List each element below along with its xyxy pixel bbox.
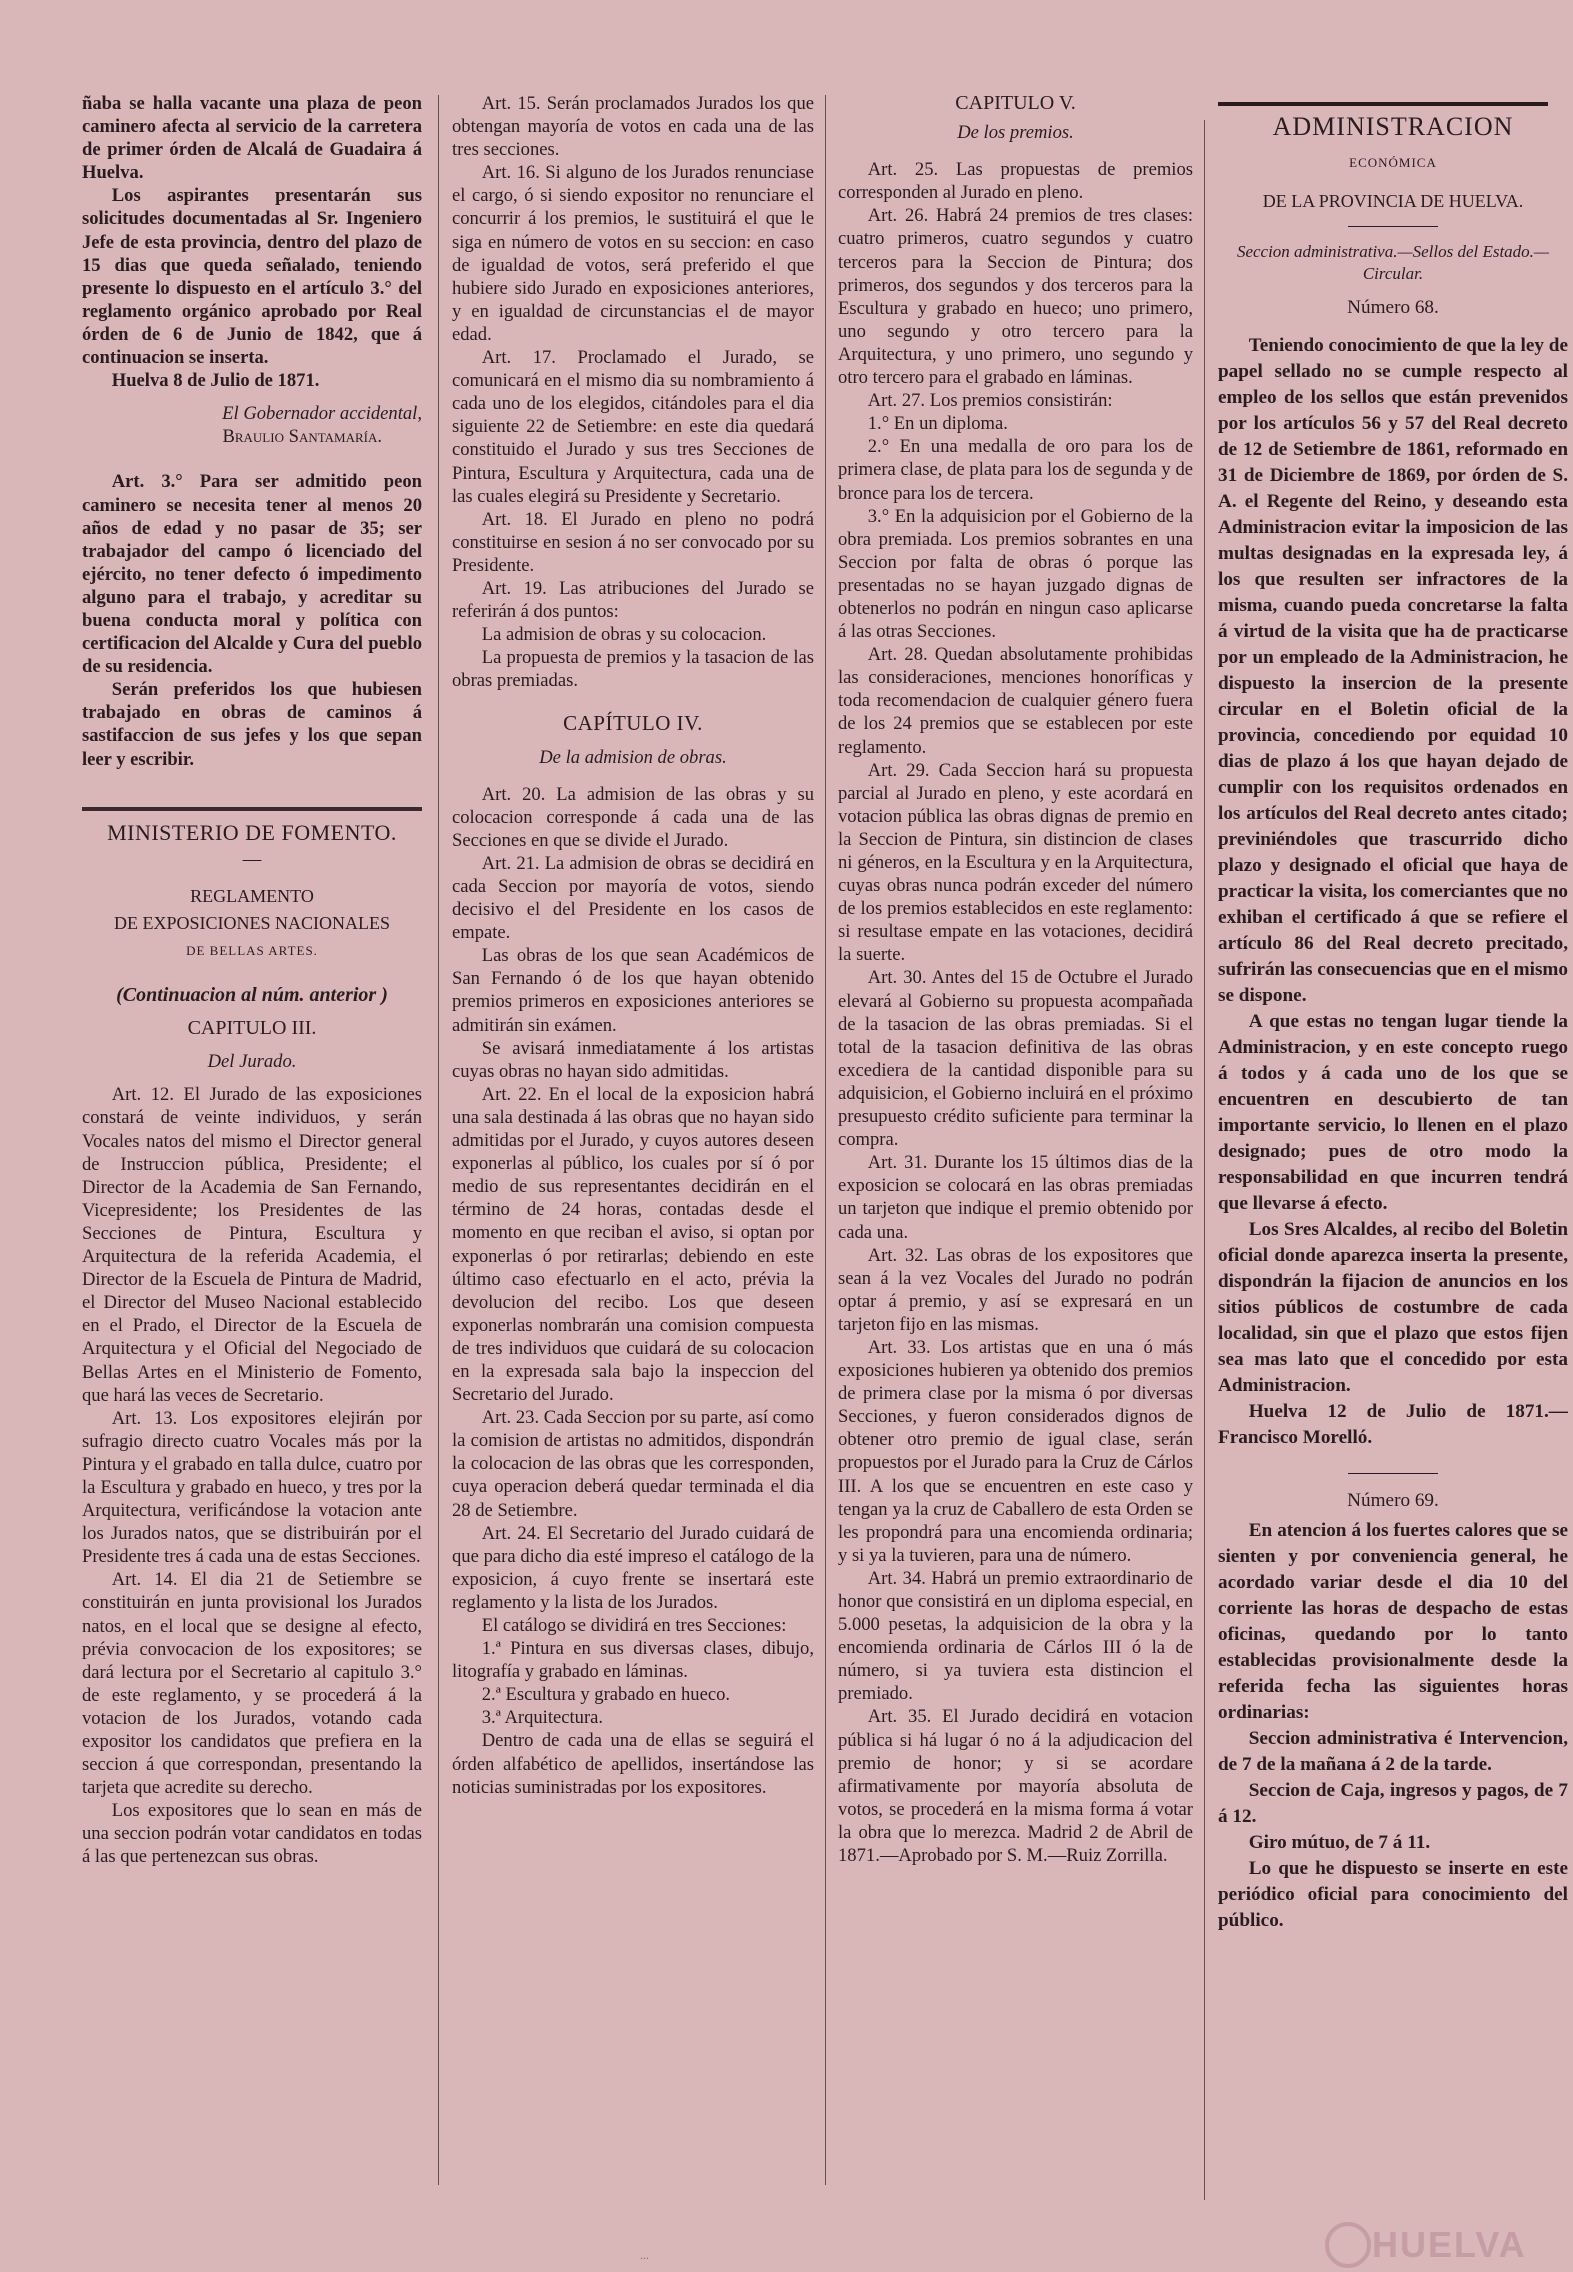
reglamento-heading: REGLAMENTO	[190, 885, 314, 906]
chapter-subtitle: Del Jurado.	[207, 1051, 297, 1073]
article: Art. 14. El dia 21 de Setiembre se constituirán en junta provisional los Jurados natos, en el local que se designe al efecto, prévia convocacion de los expositores; se dará lectura por el Secretario al capitulo 3.° de este reglamento, y se procederá á la votacion de los Jurados, votando cada expositor los candidatos que prefiera en la seccion á que correspondan, presentando la tarjeta que acredite su derecho.	[82, 1569, 422, 1799]
article: Art. 18. El Jurado en pleno no podrá constituirse en sesion á no ser convocado por su Presidente.	[452, 508, 814, 576]
article: Art. 32. Las obras de los expositores que sean á la vez Vocales del Jurado no podrán optar á premio, y así se expresará en un tarjeton fijo en las mismas.	[838, 1244, 1193, 1335]
section-subtitle: Seccion administrativa.—Sellos del Estado.—Circular.	[1236, 242, 1550, 283]
number-heading: Número 69.	[1347, 1490, 1439, 1511]
article: Art. 23. Cada Seccion por su parte, así como la comision de artistas no admitidos, dispondrán la colocacion de las obras que les corresponden, cuya operacion deberá quedar terminada el dia 28 de Setiembre.	[452, 1407, 814, 1521]
article: Art. 35. El Jurado decidirá en votacion pública si há lugar ó no á la adjudicacion del premio de honor; y si se acordare afirmativamente por mayoría absoluta de votos, se procederá en la misma forma á votar la obra que lo merezca. Madrid 2 de Abril de 1871.—Aprobado por S. M.—Ruiz Zorrilla.	[838, 1706, 1193, 1867]
column-4	[1218, 92, 1568, 1934]
article: Art. 28. Quedan absolutamente prohibidas las consideraciones, menciones honoríficas y toda recomendacion de cualquier género fuera de los 24 premios que se establecen por este reglamento.	[838, 644, 1193, 758]
article: Art. 13. Los expositores elejirán por sufragio directo cuatro Vocales más por la Pintura y el grabado en talla dulce, cuatro por la Escultura y grabado en hueco, y tres por la Arquitectura, verificándose la votacion ante los Jurados natos, que se distribuirán por el Presidente tres á cada una de estas Secciones.	[82, 1407, 422, 1568]
paragraph: ñaba se halla vacante una plaza de peon caminero afecta al servicio de la carretera de primer órden de Alcalá de Guadaira á Huelva.	[82, 93, 422, 184]
article: Art. 22. En el local de la exposicion habrá una sala destinada á las obras que no hayan sido admitidas por el Jurado, y cuyos autores deseen exponerlas al público, los cuales por sí ó por medio de sus representantes decidirán en el término de 24 horas, contadas desde el momento en que reciban el aviso, si optan por exponerlas ó por retirarlas; debiendo en este último caso efectuarlo en el acto, prévia la devolucion del recibo. Los que deseen exponerlas nombrarán una comision compuesta de tres individuos que cuidará de su colocacion en la expresada sala bajo la inspeccion del Secretario del Jurado.	[452, 1083, 814, 1406]
paragraph: Giro mútuo, de 7 á 11.	[1248, 1832, 1431, 1853]
article: Art. 12. El Jurado de las exposiciones constará de veinte individuos, y serán Vocales natos del mismo el Director general de Instruccion pública, Presidente; el Director de la Academia de San Fernando, Vicepresidente; los Presidentes de las Secciones de Pintura, Escultura y Arquitectura de la referida Academia, el Director de la Escuela de Pintura de Madrid, el Director del Museo Nacional establecido en el Prado, el Director de la Escuela de Arquitectura y el Oficial del Negociado de Bellas Artes en el Ministerio de Fomento, que hará las veces de Secretario.	[82, 1084, 422, 1406]
chapter-heading: CAPÍTULO IV.	[563, 711, 703, 736]
section-divider	[82, 807, 422, 811]
article: Art. 34. Habrá un premio extraordinario de honor que consistirá en un diploma especial, en 5.000 pesetas, la adquisicion de la obra y la encomienda ordinaria de Cárlos III ó la de número, si ya tuviera esta distincion el premiado.	[838, 1567, 1193, 1705]
column-rule	[438, 95, 439, 2185]
column-1	[82, 92, 422, 1869]
article: 1.° En un diploma.	[867, 413, 1008, 435]
article: 2.ª Escultura y grabado en hueco.	[481, 1684, 731, 1706]
article: Art. 15. Serán proclamados Jurados los que obtengan mayoría de votos en cada una de las tres secciones.	[452, 93, 814, 161]
article: Art. 31. Durante los 15 últimos dias de la exposicion se colocará en las obras premiadas un tarjeton que indique el premio obtenido por cada una.	[838, 1152, 1193, 1243]
article: Art. 20. La admision de las obras y su colocacion corresponde á cada una de las Secciones en que se divide el Jurado.	[452, 783, 814, 851]
article: Art. 29. Cada Seccion hará su propuesta parcial al Jurado en pleno, y este acordará en votacion pública las obras dignas de premio en la Seccion de Pintura, sin distincion de clases ni géneros, en la Escultura y en la Arquitectura, cuyas obras nunca podrán exceder del número de los premios establecidos en este reglamento: si resultase empate en las votaciones, decidirá la suerte.	[838, 759, 1193, 966]
economica-heading: ECONÓMICA	[1349, 155, 1437, 170]
header-bar	[1218, 102, 1548, 106]
article: 3.ª Arquitectura.	[481, 1707, 604, 1729]
paragraph: A que estas no tengan lugar tiende la Administracion, y en este concepto ruego á todos y á cada uno de los que se encuentren en descubierto de tan importante servicio, lo llenen en el plazo designado; pues de otro modo la responsabilidad en que incurren tendrá que llevarse á efecto.	[1218, 1011, 1568, 1214]
column-rule	[825, 95, 826, 2185]
chapter-heading: CAPITULO V.	[955, 92, 1076, 114]
article: Se avisará inmediatamente á los artistas cuyas obras no hayan sido admitidas.	[452, 1037, 814, 1082]
article: La admision de obras y su colocacion.	[481, 624, 767, 646]
article: 3.° En la adquisicion por el Gobierno de la obra premiada. Los premios sobrantes en una Seccion por falta de obras ó porque las presentadas no se hayan juzgado dignas de obtenerlos no podrán en ningun caso aplicarse á las otras Secciones.	[838, 505, 1193, 643]
paragraph: Los aspirantes presentarán sus solicitudes documentadas al Sr. Ingeniero Jefe de esta provincia, dentro del plazo de 15 dias que queda señalado, teniendo presente lo dispuesto en el artículo 3.° del reglamento orgánico aprobado por Real órden de 6 de Junio de 1842, que á continuacion se inserta.	[82, 185, 422, 369]
article: Art. 24. El Secretario del Jurado cuidará de que para dicho dia esté impreso el catálogo de la exposicion, á cuyo frente se insertará este reglamento y la lista de los Jurados.	[452, 1522, 814, 1613]
article: Art. 33. Los artistas que en una ó más exposiciones hubieren ya obtenido dos premios de primera clase por la misma ó por diversas Secciones, y fueron considerados dignos de obtener otro premio de igual clase, serán propuestos por el Jurado para la Cruz de Cárlos III. A los que se encuentren en este caso y tengan ya la cruz de Caballero de esta Orden se les propondrá para una encomienda ordinaria; y si ya la tuvieren, para una de número.	[838, 1336, 1193, 1566]
column-3	[838, 92, 1193, 1867]
paragraph: Serán preferidos los que hubiesen trabajado en obras de caminos á sastifaccion de sus jefes y los que sepan leer y escribir.	[82, 679, 422, 770]
article: Art. 16. Si alguno de los Jurados renunciase el cargo, ó si siendo expositor no renunciare el concurrir á los premios, le sustituirá el que le siga en número de votos en su seccion: en caso de igualdad de votos, será preferido el que hubiere sido Jurado en exposiciones anteriores, y en igualdad de circunstancias el de mayor edad.	[452, 162, 814, 345]
article: Art. 25. Las propuestas de premios corresponden al Jurado en pleno.	[838, 159, 1193, 204]
article: Dentro de cada una de ellas se seguirá el órden alfabético de apellidos, insertándose las noticias suministradas por los expositores.	[452, 1730, 814, 1798]
column-2	[452, 92, 814, 1799]
paragraph: Seccion de Caja, ingresos y pagos, de 7 á 12.	[1218, 1780, 1568, 1827]
article: Los expositores que lo sean en más de una seccion podrán votar candidatos en todas á las que pertenezcan sus obras.	[82, 1800, 422, 1868]
divider	[1348, 226, 1438, 227]
article: Art. 19. Las atribuciones del Jurado se referirán á dos puntos:	[452, 577, 814, 623]
number-heading: Número 68.	[1347, 297, 1439, 318]
chapter-heading: CAPITULO III.	[187, 1017, 317, 1040]
article: Art. 30. Antes del 15 de Octubre el Jurado elevará al Gobierno su propuesta acompañada de la tasacion de las obras premiadas. Si el total de la tasacion definitiva de las obras excediera de la cantidad disponible para su adquisicion, el Gobierno incluirá en el próximo presupuesto crédito suficiente para terminar la compra.	[838, 967, 1193, 1151]
archive-logo-icon	[1325, 2222, 1371, 2268]
chapter-subtitle: De los premios.	[957, 122, 1074, 144]
paragraph: Seccion administrativa é Intervencion, de 7 de la mañana á 2 de la tarde.	[1218, 1728, 1568, 1775]
article: 1.ª Pintura en sus diversas clases, dibujo, litografía y grabado en láminas.	[452, 1638, 814, 1683]
provincia-heading: DE LA PROVINCIA DE HUELVA.	[1262, 191, 1524, 211]
ministry-heading: MINISTERIO DE FOMENTO.	[107, 819, 397, 845]
article: 2.° En una medalla de oro para los de primera clase, de plata para los de segunda y de bronce para los de tercera.	[838, 436, 1193, 504]
page-mark: ...	[640, 2248, 649, 2262]
paragraph: Art. 3.° Para ser admitido peon caminero se necesita tener al menos 20 años de edad y no pasar de 35; ser trabajador del campo ó licenciado del ejército, no tener defecto ó impedimento alguno para el trabajo, y acreditar su buena conducta moral y política con certificacion del Alcalde y Cura del pueblo de su residencia.	[82, 471, 422, 678]
bellas-artes-heading: DE BELLAS ARTES.	[186, 943, 318, 958]
signature-title: El Gobernador accidental,	[222, 403, 422, 425]
continuation-note: (Continuacion al núm. anterior )	[116, 984, 388, 1007]
dash: —	[242, 848, 262, 870]
article: Art. 21. La admision de obras se decidirá en cada Seccion por mayoría de votos, siendo decisivo el del Presidente en los casos de empate.	[452, 852, 814, 944]
chapter-subtitle: De la admision de obras.	[539, 746, 727, 768]
column-rule	[1204, 120, 1205, 2200]
article: Art. 27. Los premios consistirán:	[867, 390, 1113, 412]
article: Las obras de los que sean Académicos de San Fernando ó de los que hayan obtenido premios primeros en exposiciones anteriores se admitirán sin exámen.	[452, 945, 814, 1036]
paragraph: Huelva 8 de Julio de 1871.	[111, 370, 320, 392]
exposiciones-heading: DE EXPOSICIONES NACIONALES	[113, 912, 390, 933]
article: Art. 26. Habrá 24 premios de tres clases: cuatro primeros, cuatro segundos y cuatro terceros para la Seccion de Pintura; dos primeros, dos segundos y dos terceros para la Escultura y grabado en hueco; uno primero, uno segundo y otro tercero para la Arquitectura, y uno primero, uno segundo y otro tercero para el grabado en láminas.	[838, 205, 1193, 389]
paragraph: Lo que he dispuesto se inserte en este periódico oficial para conocimiento del público.	[1218, 1858, 1568, 1931]
paragraph: Teniendo conocimiento de que la ley de papel sellado no se cumple respecto al empleo de los sellos que están prevenidos por los artículos 56 y 57 del Real decreto de 12 de Setiembre de 1861, reformado en 31 de Diciembre de 1869, por órden de S. A. el Regente del Reino, y deseando esta Administracion evitar la imposicion de las multas designadas en la expresada ley, á los que resulten ser infractores de la misma, cuando pueda concretarse la falta á virtud de la visita que ha de practicarse por un empleado de la Administracion, he dispuesto la insercion de la presente circular en el Boletin oficial de la provincia, concediendo por equidad 10 dias de plazo á los que hayan dejado de cumplir con los requisitos ordenados en los artículos del Real decreto antes citado; previniéndoles que trascurrido dicho plazo y designado el oficial que haya de practicar la visita, los comerciantes que no exhiban el certificado á que se refiere el artículo 86 del Real decreto precitado, sufrirán las consecuencias que en el mismo se dispone.	[1218, 335, 1568, 1006]
article: El catálogo se dividirá en tres Secciones:	[481, 1615, 787, 1636]
divider	[1348, 1473, 1438, 1474]
article: La propuesta de premios y la tasacion de las obras premiadas.	[452, 647, 814, 692]
paragraph: En atencion á los fuertes calores que se sienten y por conveniencia general, he acordado variar desde el dia 10 del corriente las horas de despacho de estas oficinas, quedando por lo tanto establecidas provisionalmente desde la referida fecha las siguientes horas ordinarias:	[1218, 1520, 1568, 1723]
administration-heading: ADMINISTRACION	[1272, 112, 1514, 141]
paragraph: Huelva 12 de Julio de 1871.—Francisco Morelló.	[1218, 1401, 1568, 1448]
paragraph: Los Sres Alcaldes, al recibo del Boletin oficial donde aparezca inserta la presente, dispondrán la fijacion de anuncios en los sitios públicos de costumbre de cada localidad, sin que el plazo que estos fijen sea mas lato que el concedido por esta Administracion.	[1218, 1219, 1568, 1396]
article: Art. 17. Proclamado el Jurado, se comunicará en el mismo dia su nombramiento á cada uno de los elegidos, citándoles para el dia siguiente 22 de Setiembre: en este dia quedará constituido el Jurado y sus tres Secciones de Pintura, Escultura y Arquitectura, cada una de las cuales elegirá su Presidente y Secretario.	[452, 347, 814, 507]
archive-watermark: HUELVA	[1372, 2224, 1527, 2265]
signature-name: Braulio Santamaría.	[222, 426, 382, 448]
